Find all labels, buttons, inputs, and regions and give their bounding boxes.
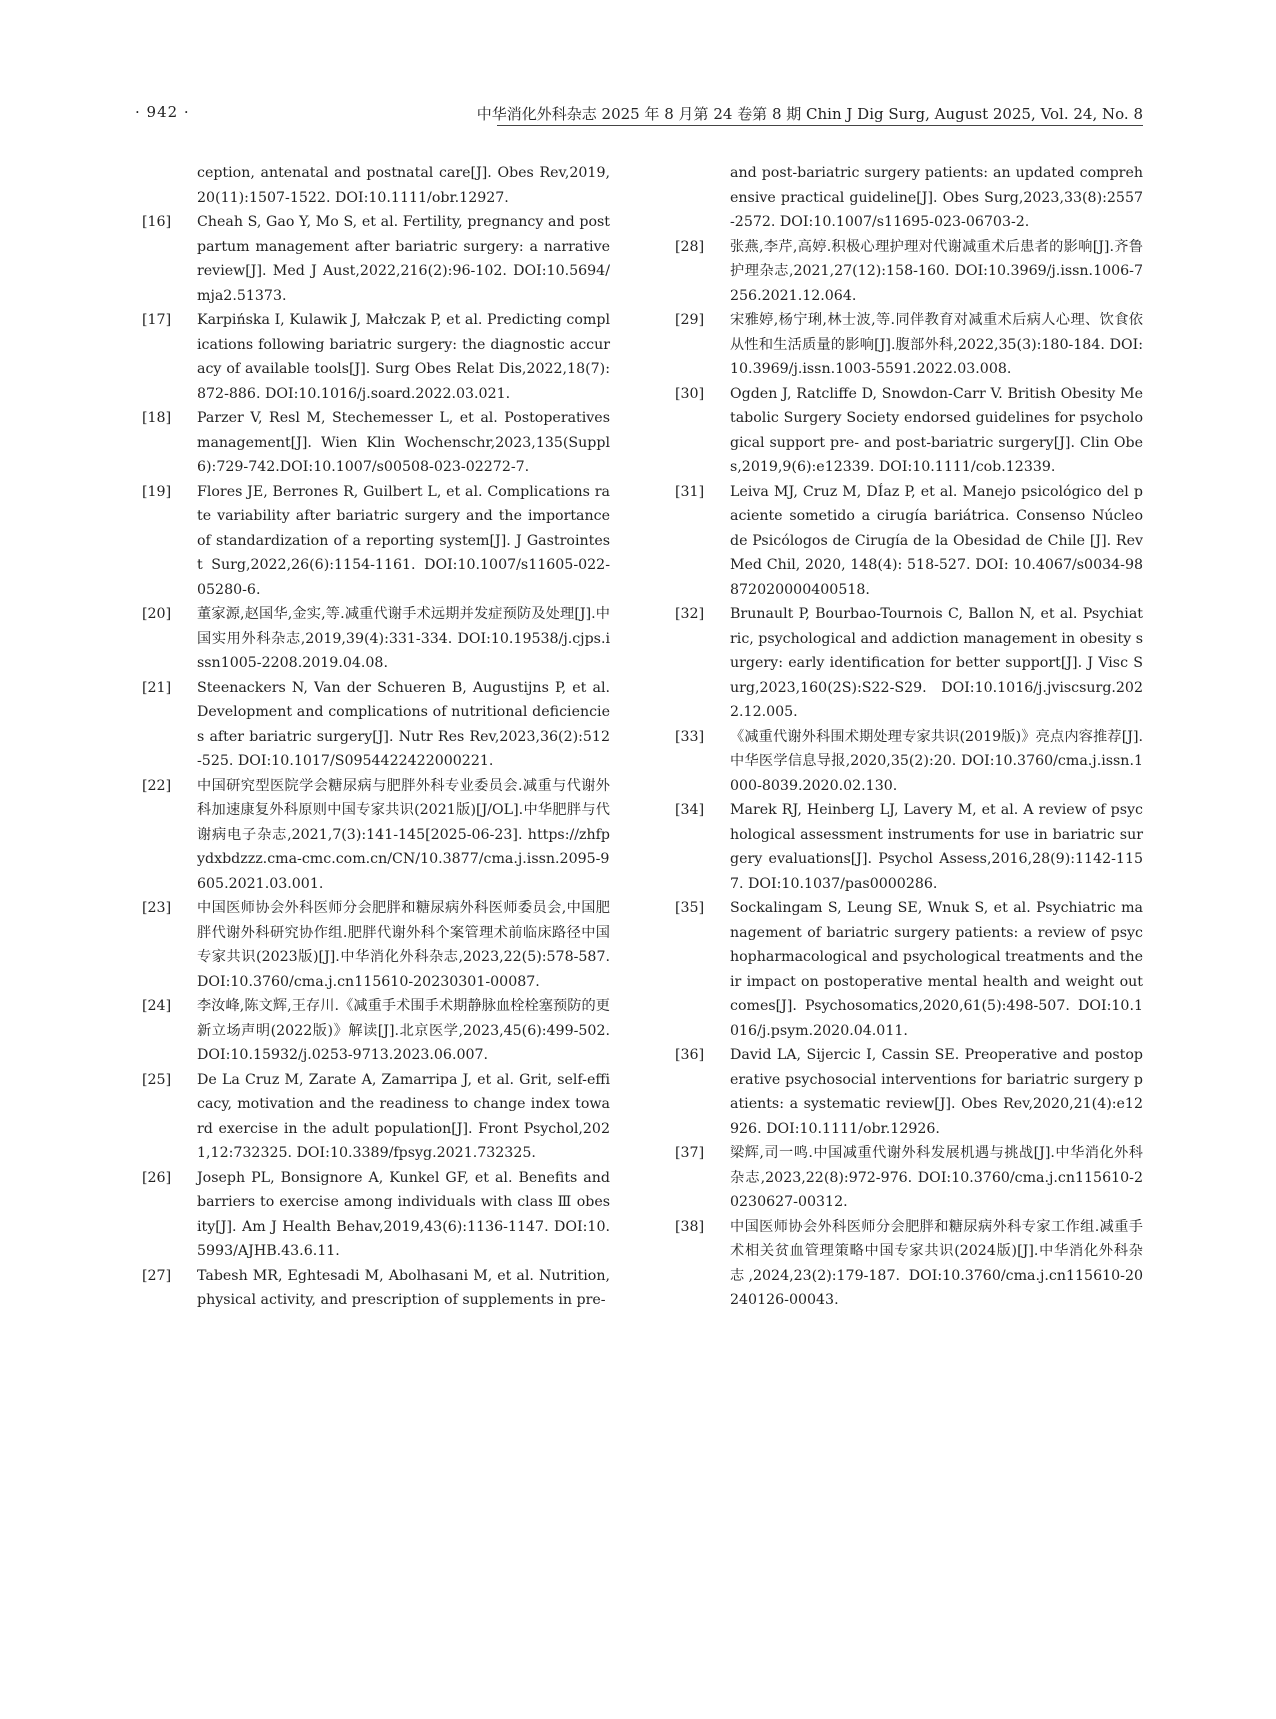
references-right-column [675,161,1143,1313]
reference-text: Steenackers N, Van der Schueren B, Augustijns P, et al. Development and complications of nutritional deficiencies after bariatric surgery[J]. Nutr Res Rev,2023,36(2):512-525. DOI:10.1017/S0954422422000221. [197,679,610,769]
reference-number: [37] [675,1145,705,1161]
reference-number: [34] [675,802,705,818]
reference-text: 董家源,赵国华,金实,等.减重代谢手术远期并发症预防及处理[J].中国实用外科杂志,2019,39(4):331-334. DOI:10.19538/j.cjps.issn1005-2208.2019.04.08. [197,606,610,671]
reference-text: Tabesh MR, Eghtesadi M, Abolhasani M, et al. Nutrition, physical activity, and prescription of supplements in pre- [197,1267,610,1308]
reference-item [142,210,610,308]
journal-title: 中华消化外科杂志 2025 年 8 月第 24 卷第 8 期 Chin J Dig Surg, August 2025, Vol. 24, No. 8 [476,105,1143,123]
reference-item [142,774,610,897]
reference-number: [17] [142,312,172,328]
reference-item [142,1068,610,1166]
reference-item [675,161,1143,235]
reference-item [142,308,610,406]
reference-number: [31] [675,483,705,500]
reference-number: [27] [142,1267,172,1284]
reference-item [142,480,610,603]
reference-number: [29] [675,312,705,328]
reference-number: [25] [142,1071,172,1088]
reference-text: Parzer V, Resl M, Stechemesser L, et al. Postoperatives management[J]. Wien Klin Wochenschr,2023,135(Suppl 6):729-742.DOI:10.1007/s00508-023-02272-7. [197,410,610,475]
page-number: · 942 · [135,103,190,121]
reference-number: [28] [675,238,705,255]
reference-number: [21] [142,679,172,696]
reference-text: Karpińska I, Kulawik J, Małczak P, et al. Predicting complications following bariatric surgery: the diagnostic accuracy of available tools[J]. Surg Obes Relat Dis,2022,18(7):872-886. DOI:10.1016/j.soard.2022.03.021. [197,312,610,402]
page-header [127,103,1143,125]
reference-number: [33] [675,728,705,745]
reference-item [675,602,1143,725]
reference-item [142,161,610,210]
reference-text: 中国医师协会外科医师分会肥胖和糖尿病外科医师委员会,中国肥胖代谢外科研究协作组.肥胖代谢外科个案管理术前临床路径中国专家共识(2023版)[J].中华消化外科杂志,2023,22(5):578-587. DOI:10.3760/cma.j.cn115610-20230301-00087. [197,900,610,990]
reference-text: and post-bariatric surgery patients: an updated comprehensive practical guideline[J]. Obes Surg,2023,33(8):2557-2572. DOI:10.1007/s11695-023-06703-2. [730,165,1143,230]
reference-number: [26] [142,1169,172,1186]
reference-text: Flores JE, Berrones R, Guilbert L, et al. Complications rate variability after bariatric surgery and the importance of standardization of a reporting system[J]. J Gastrointest Surg,2022,26(6):1154-1161. DOI:10.1007/s11605-022-05280-6. [197,483,610,598]
reference-text: Sockalingam S, Leung SE, Wnuk S, et al. Psychiatric management of bariatric surgery patients: a review of psychopharmacological and psychological treatments and their impact on postoperative mental health and weight outcomes[J]. Psychosomatics,2020,61(5):498-507. DOI:10.1016/j.psym.2020.04.011. [730,900,1143,1039]
reference-number: [23] [142,900,172,916]
reference-number: [30] [675,385,705,402]
reference-item [142,602,610,676]
reference-item [675,480,1143,603]
reference-text: De La Cruz M, Zarate A, Zamarripa J, et al. Grit, self-efficacy, motivation and the readiness to change index toward exercise in the adult population[J]. Front Psychol,2021,12:732325. DOI:10.3389/fpsyg.2021.732325. [197,1071,610,1161]
reference-item [675,896,1143,1043]
references-left-column [142,161,610,1313]
reference-item [675,1043,1143,1141]
reference-text: 李汝峰,陈文辉,王存川.《减重手术围手术期静脉血栓栓塞预防的更新立场声明(2022版)》解读[J].北京医学,2023,45(6):499-502. DOI:10.15932/j.0253-9713.2023.06.007. [197,998,610,1063]
reference-text: Leiva MJ, Cruz M, DÍaz P, et al. Manejo psicológico del paciente sometido a cirugía bariátrica. Consenso Núcleo de Psicólogos de Cirugía de la Obesidad de Chile [J]. Rev Med Chil, 2020, 148(4): 518-527. DOI: 10.4067/s0034-98872020000400518. [730,483,1143,598]
reference-item [142,1264,610,1313]
reference-item [675,725,1143,799]
reference-item [142,1166,610,1264]
reference-text: Brunault P, Bourbao-Tournois C, Ballon N, et al. Psychiatric, psychological and addiction management in obesity surgery: early identification for better support[J]. J Visc Surg,2023,160(2S):S22-S29. DOI:10.1016/j.jviscsurg.2022.12.005. [730,606,1143,720]
reference-text: Cheah S, Gao Y, Mo S, et al. Fertility, pregnancy and post partum management after bariatric surgery: a narrative review[J]. Med J Aust,2022,216(2):96-102. DOI:10.5694/mja2.51373. [197,214,610,304]
reference-number: [35] [675,900,705,916]
reference-number: [24] [142,998,172,1014]
reference-number: [16] [142,214,172,230]
reference-number: [18] [142,410,172,426]
reference-item [142,406,610,480]
reference-item [675,382,1143,480]
reference-text: 梁辉,司一鸣.中国减重代谢外科发展机遇与挑战[J].中华消化外科杂志,2023,22(8):972-976. DOI:10.3760/cma.j.cn115610-20230627-00312. [730,1145,1143,1210]
reference-item [675,798,1143,896]
reference-text: 中国研究型医院学会糖尿病与肥胖外科专业委员会.减重与代谢外科加速康复外科原则中国专家共识(2021版)[J/OL].中华肥胖与代谢病电子杂志,2021,7(3):141-145[2025-06-23]. https://zhfpydxbdzzz.cma-cmc.com.cn/CN/10.3877/cma.j.issn.2095-9605.2021.03.001. [197,777,610,892]
reference-item [675,235,1143,309]
reference-text: David LA, Sijercic I, Cassin SE. Preoperative and postoperative psychosocial interventions for bariatric surgery patients: a systematic review[J]. Obes Rev,2020,21(4):e12926. DOI:10.1111/obr.12926. [730,1047,1143,1137]
reference-text: ception, antenatal and postnatal care[J]. Obes Rev,2019,20(11):1507-1522. DOI:10.1111/obr.12927. [197,165,610,206]
reference-text: Ogden J, Ratcliffe D, Snowdon-Carr V. British Obesity Metabolic Surgery Society endorsed guidelines for psychological support pre- and post-bariatric surgery[J]. Clin Obes,2019,9(6):e12339. DOI:10.1111/cob.12339. [730,385,1143,475]
reference-number: [20] [142,606,172,622]
reference-number: [22] [142,777,172,794]
reference-text: 中国医师协会外科医师分会肥胖和糖尿病外科专家工作组.减重手术相关贫血管理策略中国专家共识(2024版)[J].中华消化外科杂志,2024,23(2):179-187. DOI:10.3760/cma.j.cn115610-20240126-00043. [730,1218,1143,1308]
reference-item [675,308,1143,382]
reference-number: [36] [675,1047,705,1063]
reference-text: 宋雅婷,杨宁琍,林士波,等.同伴教育对减重术后病人心理、饮食依从性和生活质量的影响[J].腹部外科,2022,35(3):180-184. DOI:10.3969/j.issn.1003-5591.2022.03.008. [730,312,1143,377]
reference-text: 张燕,李芹,高婷.积极心理护理对代谢减重术后患者的影响[J].齐鲁护理杂志,2021,27(12):158-160. DOI:10.3969/j.issn.1006-7256.2021.12.064. [730,238,1143,304]
reference-item [142,994,610,1068]
reference-item [142,896,610,994]
reference-number: [38] [675,1218,705,1235]
reference-text: Joseph PL, Bonsignore A, Kunkel GF, et al. Benefits and barriers to exercise among individuals with class Ⅲ obesity[J]. Am J Health Behav,2019,43(6):1136-1147. DOI:10.5993/AJHB.43.6.11. [197,1169,610,1259]
reference-text: 《减重代谢外科围术期处理专家共识(2019版)》亮点内容推荐[J].中华医学信息导报,2020,35(2):20. DOI:10.3760/cma.j.issn.1000-8039.2020.02.130. [730,728,1143,794]
reference-text: Marek RJ, Heinberg LJ, Lavery M, et al. A review of psychological assessment instruments for use in bariatric surgery evaluations[J]. Psychol Assess,2016,28(9):1142-1157. DOI:10.1037/pas0000286. [730,802,1143,892]
reference-number: [32] [675,606,705,622]
reference-item [142,676,610,774]
reference-item [675,1141,1143,1215]
reference-item [675,1215,1143,1313]
header-rule [497,125,1143,126]
reference-number: [19] [142,483,172,500]
